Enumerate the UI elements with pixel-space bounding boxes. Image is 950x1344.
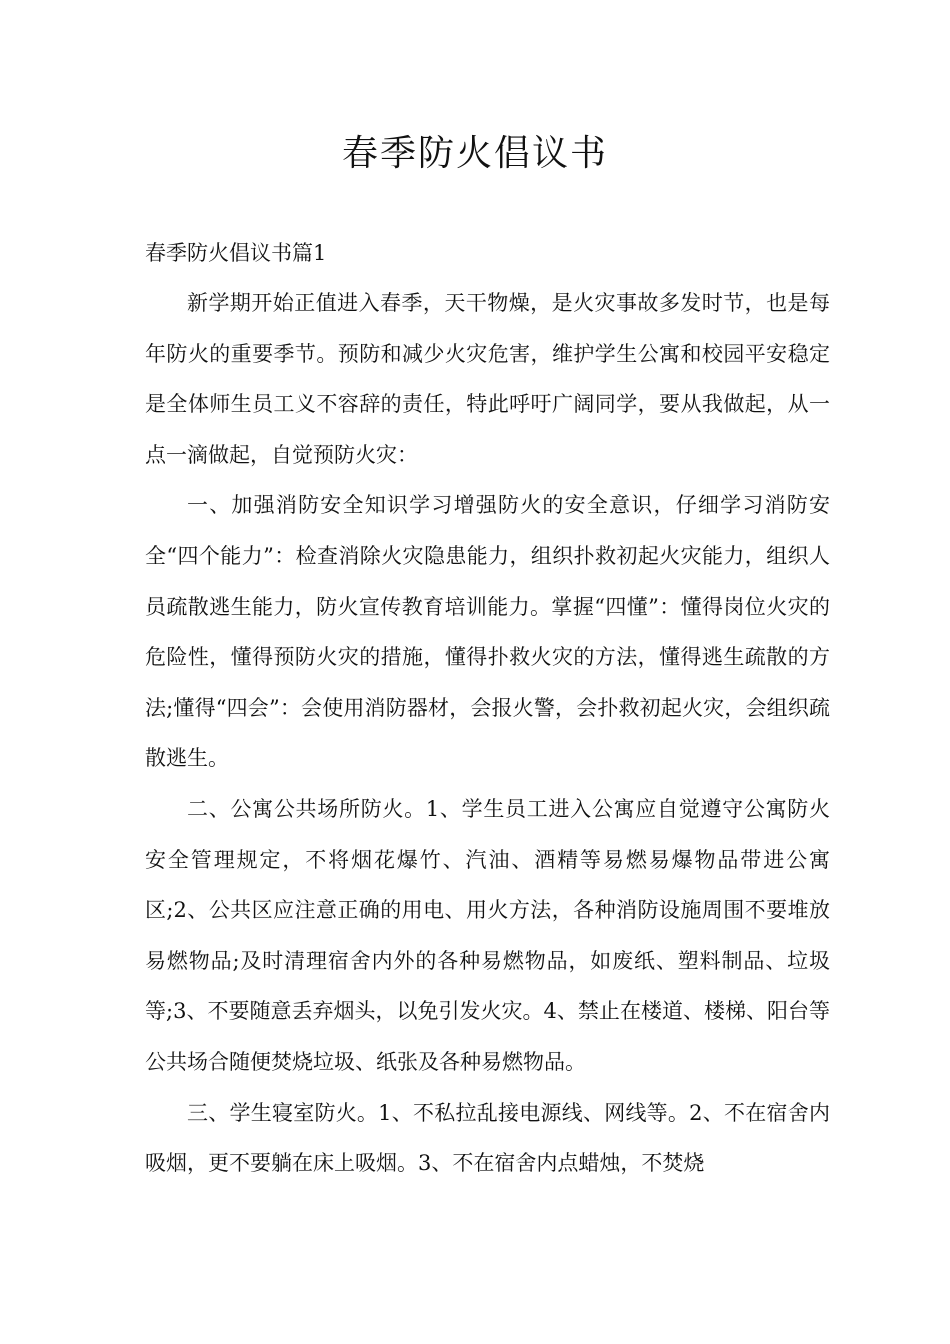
paragraph-intro: 新学期开始正值进入春季，天干物燥，是火灾事故多发时节，也是每年防火的重要季节。预防和减少火灾危害，维护学生公寓和校园平安稳定是全体师生员工义不容辞的责任，特此呼吁广阔同学，要从我做起，从一点一滴做起，自觉预防火灾： — [145, 291, 830, 467]
document-title: 春季防火倡议书 — [341, 133, 608, 174]
paragraph-section-2: 二、公寓公共场所防火。1、学生员工进入公寓应自觉遵守公寓防火安全管理规定，不将烟花爆竹、汽油、酒精等易燃易爆物品带进公寓区;2、公共区应注意正确的用电、用火方法，各种消防设施周围不要堆放易燃物品;及时清理宿舍内外的各种易燃物品，如废纸、塑料制品、垃圾等;3、不要随意丢弃烟头，以免引发火灾。4、禁止在楼道、楼梯、阳台等公共场合随便焚烧垃圾、纸张及各种易燃物品。 — [145, 796, 830, 1074]
paragraph-section-1: 一、加强消防安全知识学习增强防火的安全意识，仔细学习消防安全“四个能力”：检查消除火灾隐患能力，组织扑救初起火灾能力，组织人员疏散逃生能力，防火宣传教育培训能力。掌握“四懂”：懂得岗位火灾的危险性，懂得预防火灾的措施，懂得扑救火灾的方法，懂得逃生疏散的方法;懂得“四会”：会使用消防器材，会报火警，会扑救初起火灾，会组织疏散逃生。 — [145, 493, 830, 771]
paragraph-section-3: 三、学生寝室防火。1、不私拉乱接电源线、网线等。2、不在宿舍内吸烟，更不要躺在床上吸烟。3、不在宿舍内点蜡烛，不焚烧 — [145, 1100, 830, 1176]
document-subtitle: 春季防火倡议书篇1 — [145, 241, 327, 265]
